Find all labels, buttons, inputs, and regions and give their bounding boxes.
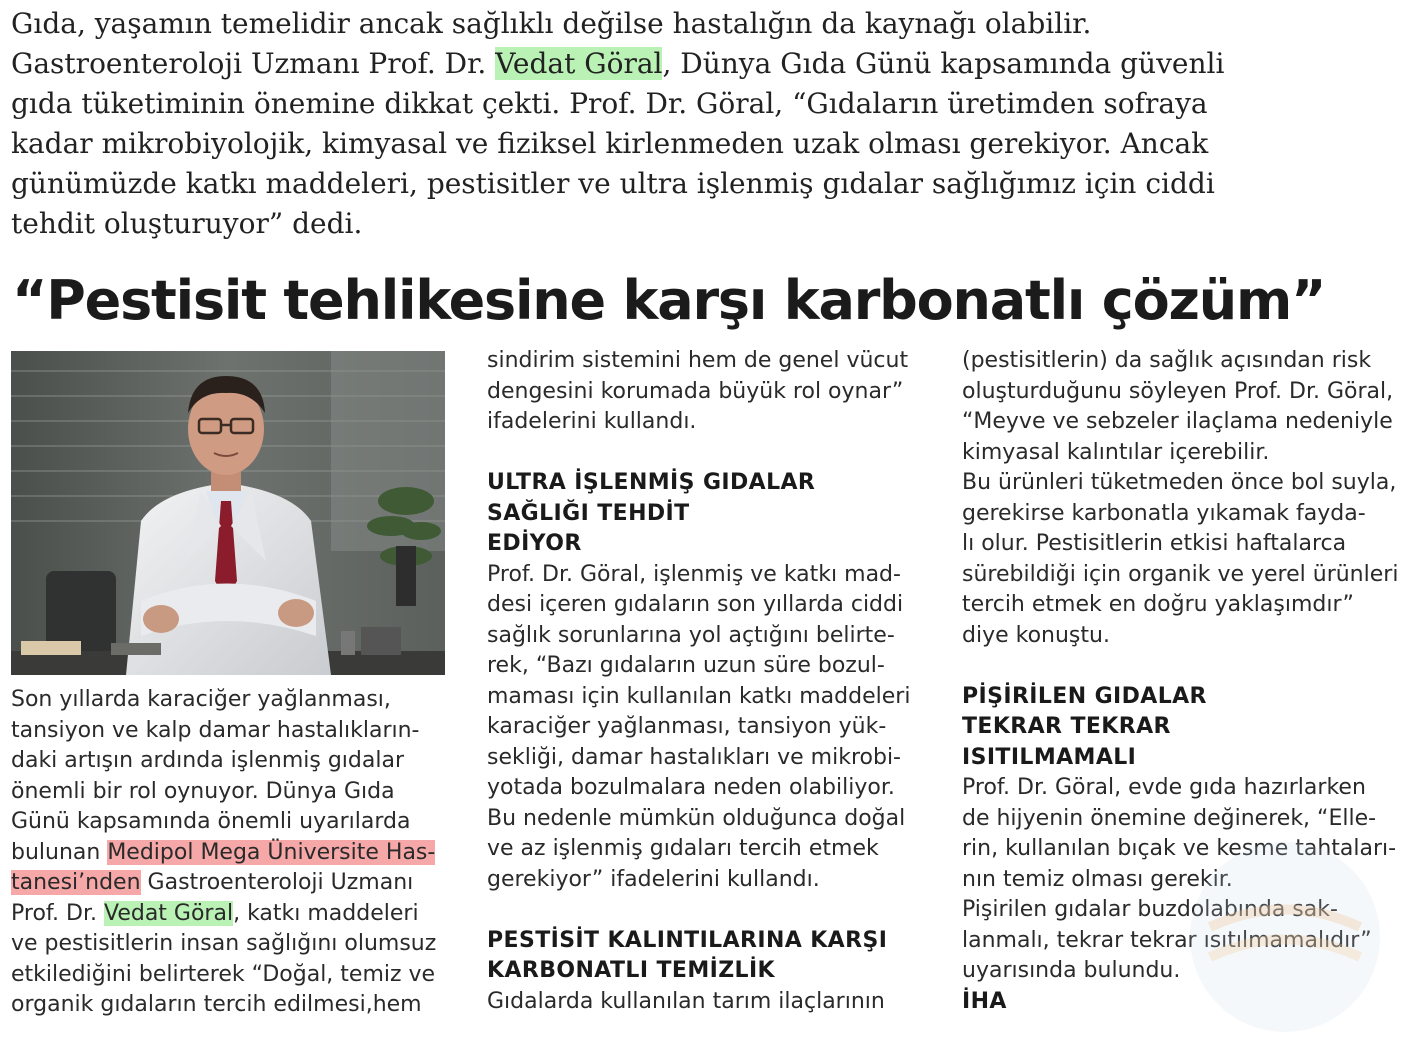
text-fragment: Gastroenteroloji Uzmanı <box>140 870 414 895</box>
text-line: etkilediğini belirterek “Doğal, temiz ve <box>11 961 436 987</box>
text-line: daki artışın ardında işlenmiş gıdalar <box>11 748 404 773</box>
section-heading: PESTİSİT KALINTILARINA KARŞI <box>487 927 888 953</box>
text-line: diye konuştu. <box>962 622 1110 648</box>
text-line: ifadelerini kullandı. <box>487 409 697 434</box>
text-line: sindirim sistemini hem de genel vücut <box>487 348 909 373</box>
text-line: Bu ürünleri tüketmeden önce bol suyla, <box>962 470 1397 495</box>
text-line: organik gıdaların tercih edilmesi,hem <box>11 992 422 1017</box>
text-line: Günü kapsamında önemli uyarılarda <box>11 809 411 834</box>
article-column-1 <box>11 685 451 1021</box>
section-heading: SAĞLIĞI TEHDİT <box>487 500 690 526</box>
highlight-hospital: tanesi’nden <box>11 870 141 895</box>
section-heading: KARBONATLI TEMİZLİK <box>487 958 776 983</box>
text-line: gerekiyor” ifadelerini kullandı. <box>487 866 820 892</box>
text-line: maması için kullanılan katkı maddeleri <box>487 683 911 709</box>
text-line: Son yıllarda karaciğer yağlanması, <box>11 687 391 712</box>
intro-line: gıda tüketiminin önemine dikkat çekti. Prof. Dr. Göral, “Gıdaların üretimden sofraya <box>11 87 1208 120</box>
text-line: rek, “Bazı gıdaların uzun süre bozul- <box>487 653 885 678</box>
text-line: Gıdalarda kullanılan tarım ilaçlarının <box>487 988 885 1014</box>
highlight-name: Vedat Göral <box>495 47 663 80</box>
text-line <box>11 868 451 899</box>
text-line: sekliği, damar hastalıkları ve mikrobi- <box>487 744 901 770</box>
text-fragment: Prof. Dr. <box>11 900 104 926</box>
section-heading: TEKRAR TEKRAR <box>962 714 1171 739</box>
text-line: dengesini korumada büyük rol oynar” <box>487 378 904 404</box>
text-line: tercih etmek en doğru yaklaşımdır” <box>962 592 1354 617</box>
article-column-3 <box>962 346 1412 1017</box>
text-line: karaciğer yağlanması, tansiyon yük- <box>487 714 887 739</box>
intro-text: , Dünya Gıda Günü kapsamında güvenli <box>662 47 1225 80</box>
text-line: uyarısında bulundu. <box>962 958 1181 983</box>
text-line: nın temiz olması gerekir. <box>962 866 1233 892</box>
text-line: Bu nedenle mümkün olduğunca doğal <box>487 805 906 831</box>
text-line: (pestisitlerin) da sağlık açısından risk <box>962 348 1372 373</box>
text-line: Pişirilen gıdalar buzdolabında sak- <box>962 897 1338 922</box>
text-line: tansiyon ve kalp damar hastalıkların- <box>11 717 420 743</box>
highlight-name: Vedat Göral <box>103 900 234 926</box>
text-line: ve az işlenmiş gıdaları tercih etmek <box>487 836 879 861</box>
intro-line: tehdit oluşturuyor” dedi. <box>11 207 363 240</box>
text-line: de hijyenin önemine değinerek, “Elle- <box>962 805 1377 831</box>
text-line: Prof. Dr. Göral, işlenmiş ve katkı mad- <box>487 561 901 587</box>
text-line: lı olur. Pestisitlerin etkisi haftalarca <box>962 531 1347 556</box>
section-heading: ISITILMAMALI <box>962 744 1137 770</box>
intro-text: Gastroenteroloji Uzmanı Prof. Dr. <box>11 47 496 80</box>
section-heading: ULTRA İŞLENMİŞ GIDALAR <box>487 470 816 495</box>
article-headline: “Pestisit tehlikesine karşı karbonatlı çözüm” <box>12 269 1326 332</box>
text-line: gerekirse karbonatla yıkamak fayda- <box>962 500 1366 526</box>
text-line: “Meyve ve sebzeler ilaçlama nedeniyle <box>962 409 1393 434</box>
text-fragment: bulunan <box>11 839 108 865</box>
agency-signature: İHA <box>962 988 1007 1014</box>
intro-line: Gıda, yaşamın temelidir ancak sağlıklı değilse hastalığın da kaynağı olabilir. <box>11 7 1092 40</box>
intro-line <box>11 44 1401 84</box>
text-line <box>11 899 451 930</box>
text-line: oluşturduğunu söyleyen Prof. Dr. Göral, <box>962 378 1394 404</box>
intro-paragraph <box>11 4 1401 244</box>
highlight-hospital: Medipol Mega Üniversite Has- <box>107 839 436 865</box>
text-line: desi içeren gıdaların son yıllarda ciddi <box>487 592 904 617</box>
text-line: kimyasal kalıntılar içerebilir. <box>962 439 1270 465</box>
text-line: Prof. Dr. Göral, evde gıda hazırlarken <box>962 775 1366 800</box>
spacer <box>962 651 1412 682</box>
section-heading: EDİYOR <box>487 531 582 556</box>
intro-line: kadar mikrobiyolojik, kimyasal ve fiziksel kirlenmeden uzak olması gerekiyor. Ancak <box>11 127 1209 160</box>
text-line <box>11 838 451 869</box>
intro-line: günümüzde katkı maddeleri, pestisitler ve ultra işlenmiş gıdalar sağlığımız için ciddi <box>11 167 1215 200</box>
text-line: rin, kullanılan bıçak ve kesme tahtaları- <box>962 836 1397 861</box>
text-line: ve pestisitlerin insan sağlığını olumsuz <box>11 931 437 956</box>
doctor-photo <box>11 351 445 675</box>
article-column-2 <box>487 346 927 1017</box>
text-line: sürebildiği için organik ve yerel ürünleri <box>962 561 1399 587</box>
spacer <box>487 895 927 926</box>
text-line: sağlık sorunlarına yol açtığını belirte- <box>487 622 895 648</box>
text-line: önemli bir rol oynuyor. Dünya Gıda <box>11 778 395 804</box>
section-heading: PİŞİRİLEN GIDALAR <box>962 683 1207 709</box>
text-line: lanmalı, tekrar tekrar ısıtılmamalıdır” <box>962 927 1372 953</box>
spacer <box>487 438 927 469</box>
text-line: yotada bozulmalara neden olabiliyor. <box>487 775 895 800</box>
text-fragment: , katkı maddeleri <box>233 900 419 926</box>
